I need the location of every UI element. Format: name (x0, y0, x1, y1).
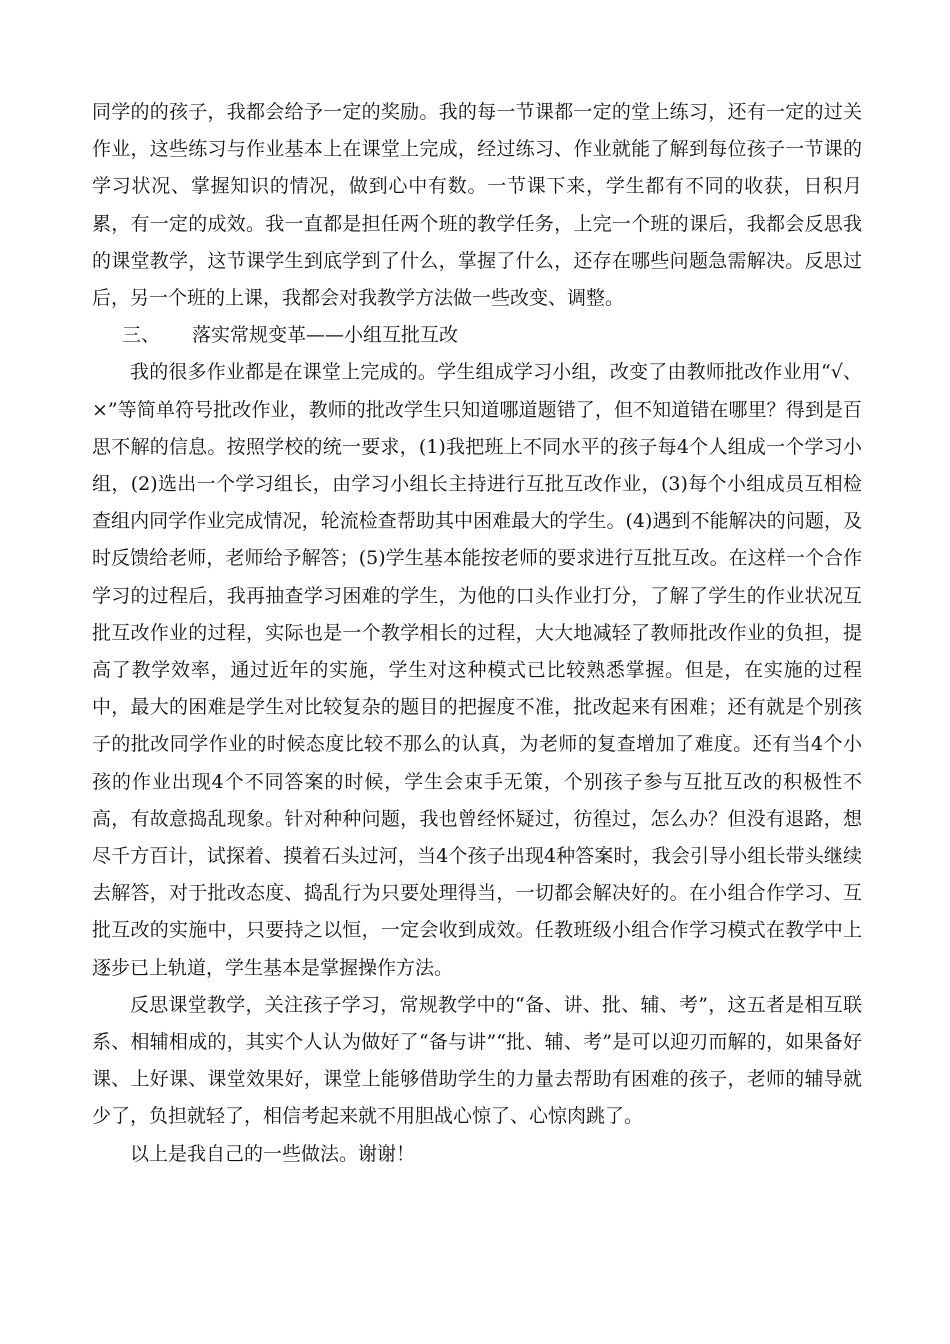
paragraph-reflection: 反思课堂教学，关注孩子学习，常规教学中的“备、讲、批、辅、考”，这五者是相互联系、相辅相成的，其实个人认为做好了“备与讲”“批、辅、考”是可以迎刃而解的，如果备好课、上好课、课堂效果好，课堂上能够借助学生的力量去帮助有困难的孩子，老师的辅导就少了，负担就轻了，相信考起来就不用胆战心惊了、心惊肉跳了。 (92, 993, 862, 1128)
paragraph-continuation: 同学的的孩子，我都会给予一定的奖励。我的每一节课都一定的堂上练习，还有一定的过关作业，这些练习与作业基本上在课堂上完成，经过练习、作业就能了解到每位孩子一节课的学习状况、掌握知识的情况，做到心中有数。一节课下来，学生都有不同的收获，日积月累，有一定的成效。我一直都是担任两个班的教学任务，上完一个班的课后，我都会反思我的课堂教学，这节课学生到底学到了什么，掌握了什么，还存在哪些问题急需解决。反思过后，另一个班的上课，我都会对我教学方法做一些改变、调整。 (92, 101, 862, 310)
paragraph-group-marking: 我的很多作业都是在课堂上完成的。学生组成学习小组，改变了由教师批改作业用“√、×”等简单符号批改作业，教师的批改学生只知道哪道题错了，但不知道错在哪里？得到是百思不解的信息。按照学校的统一要求，(1)我把班上不同水平的孩子每4个人组成一个学习小组，(2)选出一个学习组长，由学习小组长主持进行互批互改作业，(3)每个小组成员互相检查组内同学作业完成情况，轮流检查帮助其中困难最大的学生。(4)遇到不能解决的问题，及时反馈给老师，老师给予解答；(5)学生基本能按老师的要求进行互批互改。在这样一个合作学习的过程后，我再抽查学习困难的学生，为他的口头作业打分，了解了学生的作业状况互批互改作业的过程，实际也是一个教学相长的过程，大大地减轻了教师批改作业的负担，提高了教学效率，通过近年的实施，学生对这种模式已比较熟悉掌握。但是，在实施的过程中，最大的困难是学生对比较复杂的题目的把握度不准，批改起来有困难；还有就是个别孩子的批改同学作业的时候态度比较不那么的认真，为老师的复查增加了难度。还有当4个小孩的作业出现4个不同答案的时候，学生会束手无策，个别孩子参与互批互改的积极性不高，有故意捣乱现象。针对种种问题，我也曾经怀疑过，彷徨过，怎么办？但没有退路，想尽千方百计，试探着、摸着石头过河，当4个孩子出现4种答案时，我会引导小组长带头继续去解答，对于批改态度、捣乱行为只要处理得当，一切都会解决好的。在小组合作学习、互批互改的实施中，只要持之以恒，一定会收到成效。任教班级小组合作学习模式在教学中上逐步已上轨道，学生基本是掌握操作方法。 (92, 361, 862, 979)
section-number: 三、 (122, 324, 161, 347)
section-title: 落实常规变革——小组互批互改 (192, 324, 459, 347)
section-heading (92, 317, 862, 354)
document-body (92, 94, 862, 1173)
paragraph-closing: 以上是我自己的一些做法。谢谢！ (130, 1142, 416, 1165)
